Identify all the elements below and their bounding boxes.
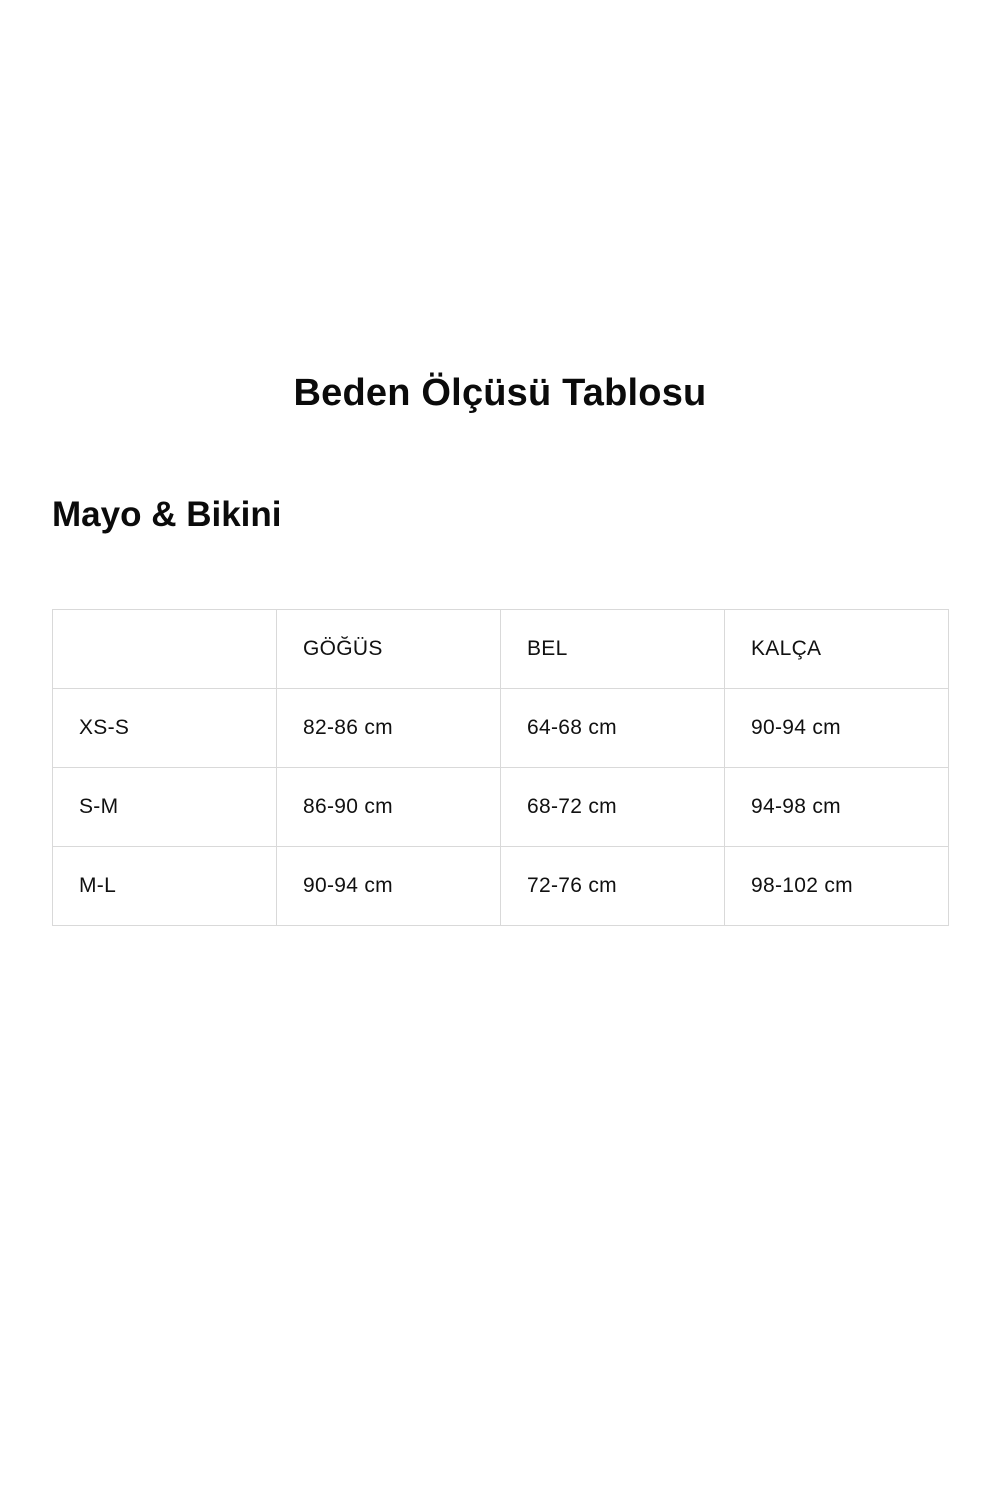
table-header bbox=[53, 610, 949, 689]
column-header-chest: GÖĞÜS bbox=[277, 610, 501, 689]
column-header-hip: KALÇA bbox=[725, 610, 949, 689]
cell-waist: 68-72 cm bbox=[501, 768, 725, 847]
table-row bbox=[53, 689, 949, 768]
cell-hip: 90-94 cm bbox=[725, 689, 949, 768]
cell-size: S-M bbox=[53, 768, 277, 847]
cell-chest: 82-86 cm bbox=[277, 689, 501, 768]
section-heading: Mayo & Bikini bbox=[52, 495, 282, 534]
size-table bbox=[52, 609, 949, 926]
cell-hip: 94-98 cm bbox=[725, 768, 949, 847]
column-header-size bbox=[53, 610, 277, 689]
table-row bbox=[53, 768, 949, 847]
table-body bbox=[53, 689, 949, 926]
cell-chest: 86-90 cm bbox=[277, 768, 501, 847]
column-header-waist: BEL bbox=[501, 610, 725, 689]
cell-waist: 64-68 cm bbox=[501, 689, 725, 768]
cell-size: M-L bbox=[53, 847, 277, 926]
table-row bbox=[53, 847, 949, 926]
size-table-container bbox=[52, 609, 948, 926]
cell-hip: 98-102 cm bbox=[725, 847, 949, 926]
cell-size: XS-S bbox=[53, 689, 277, 768]
cell-chest: 90-94 cm bbox=[277, 847, 501, 926]
cell-waist: 72-76 cm bbox=[501, 847, 725, 926]
table-header-row bbox=[53, 610, 949, 689]
page-title: Beden Ölçüsü Tablosu bbox=[293, 372, 707, 414]
